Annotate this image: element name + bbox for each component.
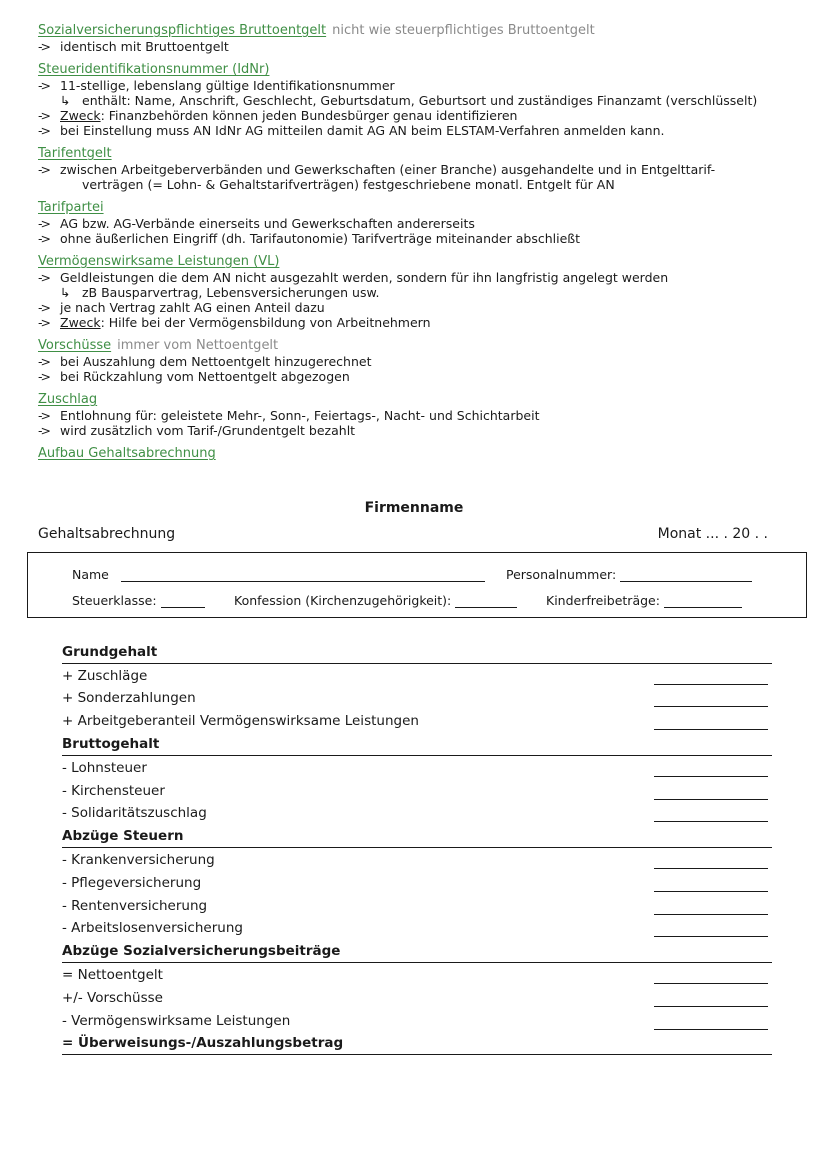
arrow-icon: -> [38, 162, 49, 177]
calc-label: + Zuschläge [62, 667, 148, 684]
child-allowance-label: Kinderfreibeträge: [546, 593, 660, 608]
calc-row [62, 687, 772, 710]
note-section [38, 337, 828, 384]
tax-class-label: Steuerklasse: [72, 593, 157, 608]
note-line [38, 162, 828, 177]
arrow-icon: -> [38, 369, 49, 384]
arrow-icon: -> [38, 270, 49, 285]
note-line [38, 408, 828, 423]
confession-blank [455, 593, 517, 608]
calc-row [62, 871, 772, 894]
personnel-number-blank [620, 567, 752, 582]
name-blank [121, 567, 485, 582]
note-line [38, 123, 828, 138]
note-text: identisch mit Bruttoentgelt [60, 39, 229, 54]
note-text: : Finanzbehörden können jeden Bundesbürger genau identifizieren [100, 108, 518, 123]
note-section [38, 199, 828, 246]
note-heading [38, 337, 828, 354]
calc-label: Abzüge Steuern [62, 828, 184, 845]
calc-label: - Pflegeversicherung [62, 874, 202, 891]
note-heading-suffix: nicht wie steuerpflichtiges Bruttoentgelt [332, 23, 595, 38]
amount-blank [654, 879, 768, 892]
calc-row [62, 664, 772, 687]
calc-row [62, 963, 772, 986]
calc-row [62, 779, 772, 802]
note-section [38, 22, 828, 54]
note-text: AG bzw. AG-Verbände einerseits und Gewerkschaften andererseits [60, 216, 475, 231]
arrow-icon: -> [38, 423, 49, 438]
arrow-icon: ↳ [60, 285, 69, 300]
note-heading-text: Tarifpartei [38, 200, 104, 215]
note-line [38, 270, 828, 285]
note-heading-text: Sozialversicherungspflichtiges Bruttoentgelt [38, 23, 327, 38]
arrow-icon: -> [38, 315, 49, 330]
calc-label: - Arbeitslosenversicherung [62, 920, 243, 937]
note-text: 11-stellige, lebenslang gültige Identifikationsnummer [60, 78, 395, 93]
calc-row [62, 802, 772, 825]
tax-class-blank [161, 593, 205, 608]
calc-row [62, 756, 772, 779]
arrow-icon: ↳ [60, 93, 69, 108]
child-allowance-blank [664, 593, 742, 608]
amount-blank [654, 924, 768, 937]
note-text: wird zusätzlich vom Tarif-/Grundentgelt bezahlt [60, 423, 356, 438]
calc-row [62, 848, 772, 871]
note-line [38, 78, 828, 93]
note-text: bei Auszahlung dem Nettoentgelt hinzugerechnet [60, 354, 372, 369]
amount-blank [654, 764, 768, 777]
note-text: Entlohnung für: geleistete Mehr-, Sonn-, Feiertags-, Nacht- und Schichtarbeit [60, 408, 540, 423]
confession-label: Konfession (Kirchenzugehörigkeit): [234, 593, 452, 608]
month-field: Monat ... . 20 . . [657, 526, 768, 542]
note-heading-text: Tarifentgelt [38, 146, 112, 161]
amount-blank [654, 787, 768, 800]
arrow-icon: -> [38, 408, 49, 423]
amount-blank [654, 902, 768, 915]
salary-calculation [62, 640, 772, 1055]
amount-blank [654, 994, 768, 1007]
calc-label: = Überweisungs-/Auszahlungsbetrag [62, 1035, 344, 1052]
note-text: bei Einstellung muss AN IdNr AG mitteilen damit AG AN beim ELSTAM-Verfahren anmelden kann. [60, 123, 665, 138]
note-text: verträgen (= Lohn- & Gehaltstarifverträgen) festgeschriebene monatl. Entgelt für AN [82, 177, 615, 192]
note-text: ohne äußerlichen Eingriff (dh. Tarifautonomie) Tarifverträge miteinander abschließt [60, 231, 581, 246]
arrow-icon: -> [38, 354, 49, 369]
name-field [72, 567, 485, 582]
note-heading-text: Steueridentifikationsnummer (IdNr) [38, 62, 270, 77]
note-heading-text: Vermögenswirksame Leistungen (VL) [38, 254, 280, 269]
calc-label: Abzüge Sozialversicherungsbeiträge [62, 943, 341, 960]
confession-field [234, 593, 517, 608]
note-heading [38, 445, 828, 462]
note-section [38, 445, 828, 462]
note-line [38, 216, 828, 231]
calc-total-row [62, 1032, 772, 1056]
calc-label: - Kirchensteuer [62, 782, 165, 799]
calc-label: - Vermögenswirksame Leistungen [62, 1012, 291, 1029]
amount-blank [654, 856, 768, 869]
amount-blank [654, 809, 768, 822]
note-line [38, 354, 828, 369]
amount-blank [654, 672, 768, 685]
calc-row [62, 709, 772, 732]
note-line [38, 369, 828, 384]
calc-row [62, 894, 772, 917]
calc-total-row [62, 732, 772, 756]
child-allowance-field [546, 593, 742, 608]
employee-info-box [27, 552, 807, 618]
note-heading [38, 391, 828, 408]
personnel-number-field [506, 567, 752, 582]
calc-label: - Rentenversicherung [62, 897, 208, 914]
note-section [38, 61, 828, 138]
note-line [38, 108, 828, 123]
calc-total-row [62, 824, 772, 848]
calc-label: + Arbeitgeberanteil Vermögenswirksame Leistungen [62, 713, 419, 730]
calc-label: +/- Vorschüsse [62, 989, 163, 1006]
note-line [38, 423, 828, 438]
note-heading [38, 145, 828, 162]
calc-label: Bruttogehalt [62, 735, 160, 752]
note-line [38, 300, 828, 315]
amount-blank [654, 717, 768, 730]
note-section [38, 391, 828, 438]
note-heading [38, 61, 828, 78]
amount-blank [654, 694, 768, 707]
note-text: je nach Vertrag zahlt AG einen Anteil dazu [60, 300, 325, 315]
payslip-title: Gehaltsabrechnung [38, 526, 176, 542]
arrow-icon: -> [38, 108, 49, 123]
note-line [38, 231, 828, 246]
note-text: bei Rückzahlung vom Nettoentgelt abgezogen [60, 369, 350, 384]
note-text: Geldleistungen die dem AN nicht ausgezahlt werden, sondern für ihn langfristig angelegt werden [60, 270, 669, 285]
company-name: Firmenname [364, 500, 464, 516]
calc-label: = Nettoentgelt [62, 966, 163, 983]
note-heading-text: Zuschlag [38, 392, 98, 407]
note-text: zwischen Arbeitgeberverbänden und Gewerkschaften (einer Branche) ausgehandelte und in Entgelttarif- [60, 162, 716, 177]
arrow-icon: -> [38, 216, 49, 231]
calc-total-row [62, 939, 772, 963]
calc-row [62, 1009, 772, 1032]
name-label: Name [72, 567, 109, 582]
arrow-icon: -> [38, 39, 49, 54]
calc-row [62, 917, 772, 940]
note-line [38, 93, 828, 108]
amount-blank [654, 971, 768, 984]
note-keyword: Zweck [60, 315, 101, 330]
note-heading-text: Aufbau Gehaltsabrechnung [38, 446, 216, 461]
arrow-icon: -> [38, 78, 49, 93]
calc-label: - Lohnsteuer [62, 759, 147, 776]
note-keyword: Zweck [60, 108, 101, 123]
arrow-icon: -> [38, 231, 49, 246]
note-text: : Hilfe bei der Vermögensbildung von Arbeitnehmern [100, 315, 431, 330]
note-heading [38, 253, 828, 270]
note-heading [38, 199, 828, 216]
personnel-number-label: Personalnummer: [506, 567, 617, 582]
note-line [38, 39, 828, 54]
note-line [38, 177, 828, 192]
calc-row [62, 986, 772, 1009]
note-section [38, 253, 828, 330]
calc-label: - Solidaritätszuschlag [62, 805, 207, 822]
note-heading [38, 22, 828, 39]
note-heading-text: Vorschüsse [38, 338, 112, 353]
calc-label: Grundgehalt [62, 643, 158, 660]
tax-class-field [72, 593, 205, 608]
note-text: enthält: Name, Anschrift, Geschlecht, Geburtsdatum, Geburtsort und zuständiges Finanzamt (verschlüsselt) [82, 93, 758, 108]
amount-blank [654, 1017, 768, 1030]
note-line [38, 315, 828, 330]
arrow-icon: -> [38, 300, 49, 315]
calc-total-row [62, 640, 772, 664]
note-heading-suffix: immer vom Nettoentgelt [117, 338, 279, 353]
note-text: zB Bausparvertrag, Lebensversicherungen usw. [82, 285, 380, 300]
arrow-icon: -> [38, 123, 49, 138]
note-line [38, 285, 828, 300]
calc-label: + Sonderzahlungen [62, 690, 196, 707]
note-section [38, 145, 828, 192]
calc-label: - Krankenversicherung [62, 851, 215, 868]
notes-section [38, 22, 828, 469]
